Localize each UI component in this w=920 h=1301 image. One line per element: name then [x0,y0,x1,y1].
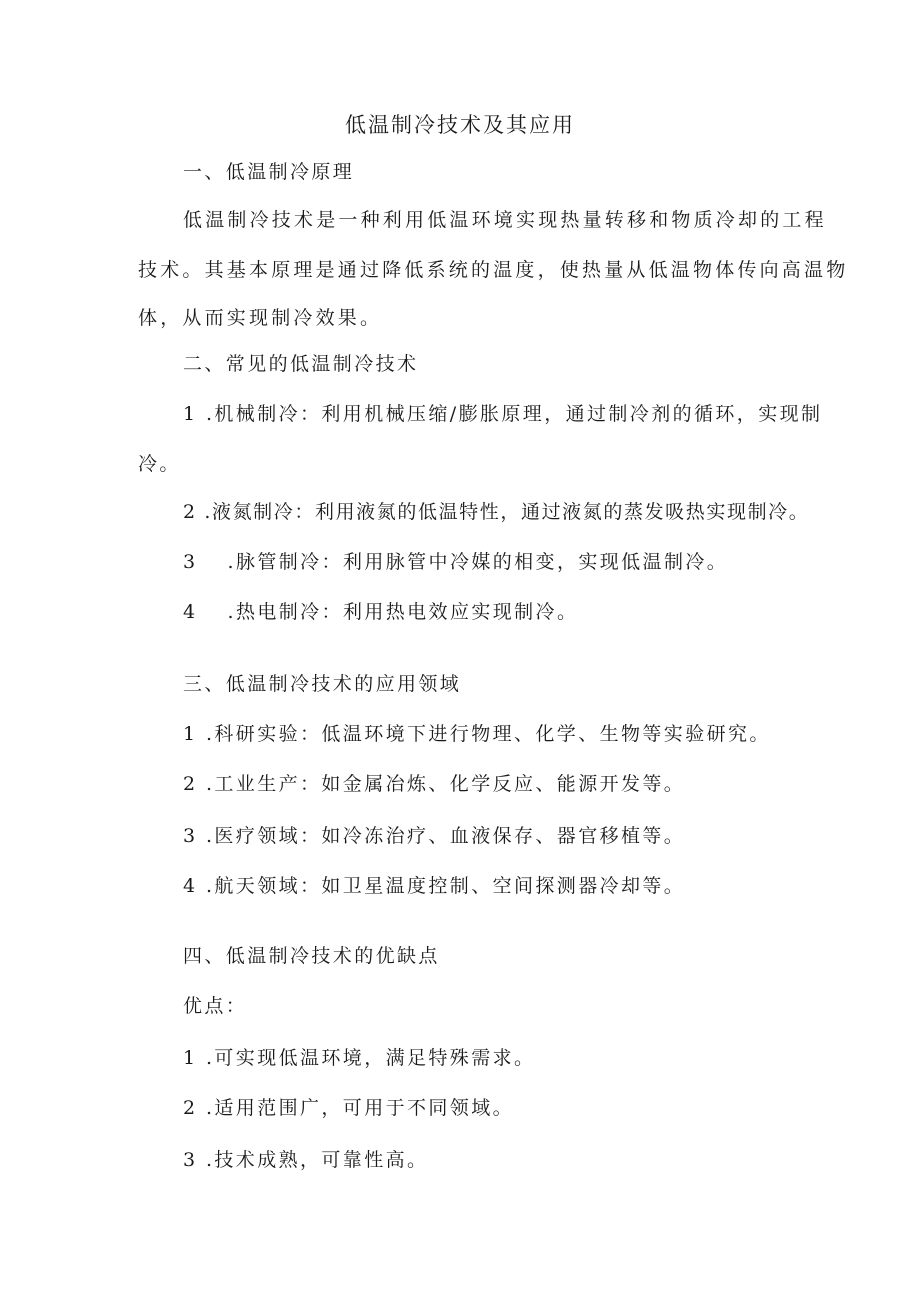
list-item-number: 1 [183,403,198,425]
list-item-text: .脉管制冷：利用脉管中冷媒的相变，实现低温制冷。 [227,551,729,573]
list-item-text: .可实现低温环境，满足特殊需求。 [205,1047,536,1069]
section-heading-4: 四、低温制冷技术的优缺点 [183,945,440,967]
list-item-text: .热电制冷：利用热电效应实现制冷。 [227,601,579,623]
list-item-number: 1 [183,1047,198,1069]
list-item [183,722,771,746]
paragraph-line-2: 技术。其基本原理是通过降低系统的温度，使热量从低温物体传向高温物 [138,259,849,281]
list-item-text: .液氮制冷：利用液氮的低温特性，通过液氮的蒸发吸热实现制冷。 [204,501,810,523]
list-item-number: 3 [183,825,198,847]
list-item-text: .适用范围广，可用于不同领域。 [205,1097,514,1119]
list-item-number: 4 [183,875,198,897]
list-item [183,1148,428,1172]
list-item-text: .工业生产：如金属冶炼、化学反应、能源开发等。 [205,773,686,795]
list-item-text: .医疗领域：如冷冻治疗、血液保存、器官移植等。 [205,825,686,847]
list-item [183,1096,514,1120]
list-item-number: 4 [183,601,198,623]
list-item-continuation: 冷。 [138,453,181,475]
section-heading-1: 一、低温制冷原理 [183,161,355,183]
subheading-advantages: 优点： [183,995,248,1017]
list-item-text: .航天领域：如卫星温度控制、空间探测器冷却等。 [205,875,686,897]
paragraph-line-3: 体，从而实现制冷效果。 [138,307,383,329]
section-heading-3: 三、低温制冷技术的应用领域 [183,673,462,695]
list-item-number: 2 [183,501,197,523]
list-item [183,1046,535,1070]
list-item [183,402,822,426]
list-item [183,772,685,796]
list-item [183,874,685,898]
list-item-number: 3 [183,551,198,573]
list-item [183,550,728,574]
list-item-text: .科研实验：低温环境下进行物理、化学、生物等实验研究。 [205,723,771,745]
list-item [183,600,578,624]
section-heading-2: 二、常见的低温制冷技术 [183,353,419,375]
list-item [183,500,809,524]
list-item [183,824,685,848]
list-item-number: 1 [183,723,198,745]
list-item-text: .技术成熟，可靠性高。 [205,1149,429,1171]
paragraph-line-1: 低温制冷技术是一种利用低温环境实现热量转移和物质冷却的工程 [183,209,827,231]
list-item-number: 2 [183,1097,198,1119]
list-item-number: 3 [183,1149,198,1171]
list-item-number: 2 [183,773,198,795]
list-item-text: .机械制冷：利用机械压缩/膨胀原理，通过制冷剂的循环，实现制 [205,403,823,425]
document-title: 低温制冷技术及其应用 [345,113,575,137]
